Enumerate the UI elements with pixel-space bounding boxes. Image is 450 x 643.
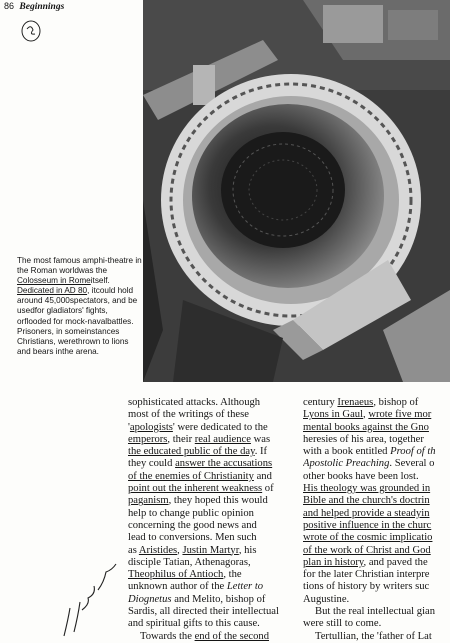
text-run: , his: [238, 544, 257, 556]
colosseum-aerial-photo: [143, 0, 450, 382]
text-run: Letter to: [226, 581, 264, 593]
text-line: [303, 483, 450, 495]
text-run: and spiritual gifts to this cause.: [128, 618, 260, 630]
text-line: [128, 618, 300, 630]
text-line: [303, 631, 450, 643]
text-run: theatre in the Roman world: [17, 256, 142, 276]
underlined-text: wrote of the cosmic implicatio: [303, 532, 433, 544]
text-line: [128, 422, 300, 434]
text-run: itself.: [90, 276, 110, 286]
text-line: [128, 545, 300, 557]
text-line: [128, 581, 300, 593]
text-run: Augustine.: [303, 593, 350, 605]
text-run: thrown to lions and bears in: [17, 336, 129, 356]
text-line: [303, 581, 450, 593]
text-line: [303, 422, 450, 434]
text-run: . Several o: [389, 458, 435, 470]
underlined-text: answer the accusations: [175, 458, 273, 470]
handwritten-circle-mark: [18, 18, 44, 44]
underlined-text: paganism: [128, 495, 169, 507]
text-line: [303, 508, 450, 520]
text-run: spectators, and be used: [17, 296, 138, 316]
text-line: [303, 618, 450, 630]
underlined-text: Aristides: [138, 544, 178, 556]
text-line: [303, 434, 450, 446]
text-run: , the: [223, 569, 242, 581]
text-line: [128, 471, 300, 483]
text-run: concerning the good news and: [128, 519, 257, 531]
page-number: 86: [4, 1, 15, 11]
running-title: Beginnings: [19, 2, 65, 12]
underlined-text: plan in history: [303, 556, 364, 568]
underlined-text: emperors: [128, 433, 168, 445]
text-run: Tertullian, the 'father of Lat: [315, 630, 432, 642]
underlined-text: the educated public of the day: [128, 446, 255, 458]
text-run: ': [128, 421, 130, 433]
text-run: was the: [78, 266, 108, 276]
underlined-text: Dedicated in AD 80: [17, 286, 88, 296]
text-run: tions of history by writers suc: [303, 581, 430, 593]
text-line: [24, 317, 107, 326]
text-run: help to change public opinion: [128, 507, 254, 519]
text-line: [128, 434, 300, 446]
text-line: [303, 532, 450, 544]
text-line: [128, 508, 300, 520]
underlined-text: Bible and the church's doctrin: [303, 495, 430, 507]
underlined-text: Irenaeus: [337, 397, 374, 408]
text-run: The most famous amphi-: [17, 256, 108, 265]
text-line: [303, 495, 450, 507]
text-line: [303, 520, 450, 532]
text-run: with a book entitled: [303, 446, 391, 458]
handwritten-margin-note: [60, 560, 122, 640]
text-run: instances Christians, were: [17, 326, 120, 346]
text-run: as: [128, 544, 139, 556]
text-line: [128, 520, 300, 532]
text-run: for gladiators' fights, or: [17, 306, 108, 326]
page-header: [4, 1, 64, 12]
underlined-text: wrote five mor: [368, 409, 432, 421]
underlined-text: His theology was grounded in: [303, 483, 431, 495]
text-line: [303, 606, 450, 618]
underlined-text: and helped provide a steadyin: [303, 507, 430, 519]
underlined-text: real audience: [194, 433, 251, 445]
text-run: was: [250, 433, 271, 445]
text-line: [128, 569, 300, 581]
text-column-left: [128, 397, 300, 643]
text-run: lead to conversions. Men such: [128, 532, 257, 544]
text-run: other books have been lost.: [303, 470, 419, 482]
text-line: [128, 458, 300, 470]
text-line: [303, 569, 450, 581]
text-run: and: [253, 470, 272, 482]
text-run: Proof of th: [390, 446, 436, 458]
text-line: [128, 397, 300, 409]
text-line: [17, 256, 108, 265]
text-run: ,: [363, 409, 369, 421]
text-line: [128, 631, 300, 643]
underlined-text: of the work of Christ and God: [303, 544, 431, 556]
text-line: [128, 557, 300, 569]
text-line: [62, 347, 99, 356]
text-run: ' were dedicated to the: [172, 421, 268, 433]
text-run: , their: [167, 433, 195, 445]
text-line: [128, 446, 300, 458]
underlined-text: Lyons in Gaul: [303, 409, 364, 421]
text-run: . If: [254, 446, 268, 458]
text-run: for the later Christian interpre: [303, 569, 430, 581]
text-line: [303, 471, 450, 483]
text-line: [303, 458, 450, 470]
text-line: [128, 606, 300, 618]
underlined-text: Theophilus of Antioch: [128, 569, 224, 581]
underlined-text: mental books against the Gno: [303, 421, 429, 433]
text-run: flooded for mock-naval: [24, 316, 108, 326]
text-run: Diognetus: [128, 593, 172, 605]
text-line: [128, 409, 300, 421]
text-line: [128, 532, 300, 544]
text-line: [303, 409, 450, 421]
underlined-text: Colosseum in Rome: [17, 276, 91, 286]
text-column-right: [303, 397, 450, 643]
text-run: But the real intellectual gian: [315, 606, 436, 618]
text-run: century: [303, 397, 338, 408]
text-run: they could: [128, 458, 176, 470]
underlined-text: end of the second: [194, 630, 270, 642]
text-line: [303, 397, 450, 409]
text-run: Towards the: [140, 630, 195, 642]
underlined-text: apologists: [129, 421, 173, 433]
text-line: [303, 446, 450, 458]
text-run: the arena.: [62, 346, 99, 356]
text-run: disciple Tatian, Athenagoras,: [128, 556, 251, 568]
text-run: , bishop of: [373, 397, 419, 408]
text-run: battles. Prisoners, in some: [17, 316, 134, 336]
text-run: Apostolic Preaching: [303, 458, 390, 470]
text-run: , it: [87, 286, 96, 296]
text-run: were still to come.: [303, 618, 382, 630]
text-line: [128, 495, 300, 507]
underlined-text: positive influence in the churc: [303, 519, 432, 531]
photo-caption: [17, 256, 142, 357]
text-run: could hold around 45,000: [17, 286, 134, 306]
text-run: unknown author of the: [128, 581, 227, 593]
text-run: , they hoped this would: [168, 495, 268, 507]
text-line: [303, 594, 450, 606]
text-run: most of the writings of these: [128, 409, 249, 421]
text-run: and Melito, bishop of: [171, 593, 266, 605]
text-run: of: [262, 483, 274, 495]
underlined-text: point out the inherent weakness: [128, 483, 263, 495]
text-line: [128, 483, 300, 495]
underlined-text: Justin Martyr: [182, 544, 239, 556]
text-line: [303, 557, 450, 569]
text-line: [303, 545, 450, 557]
text-run: heresies of his area, together: [303, 433, 424, 445]
text-run: Sardis, all directed their intellectual: [128, 606, 279, 618]
text-line: [128, 594, 300, 606]
underlined-text: of the enemies of Christianity: [128, 470, 254, 482]
text-run: sophisticated attacks. Although: [128, 397, 261, 408]
text-run: , and paved the: [363, 556, 428, 568]
text-run: ,: [177, 544, 183, 556]
